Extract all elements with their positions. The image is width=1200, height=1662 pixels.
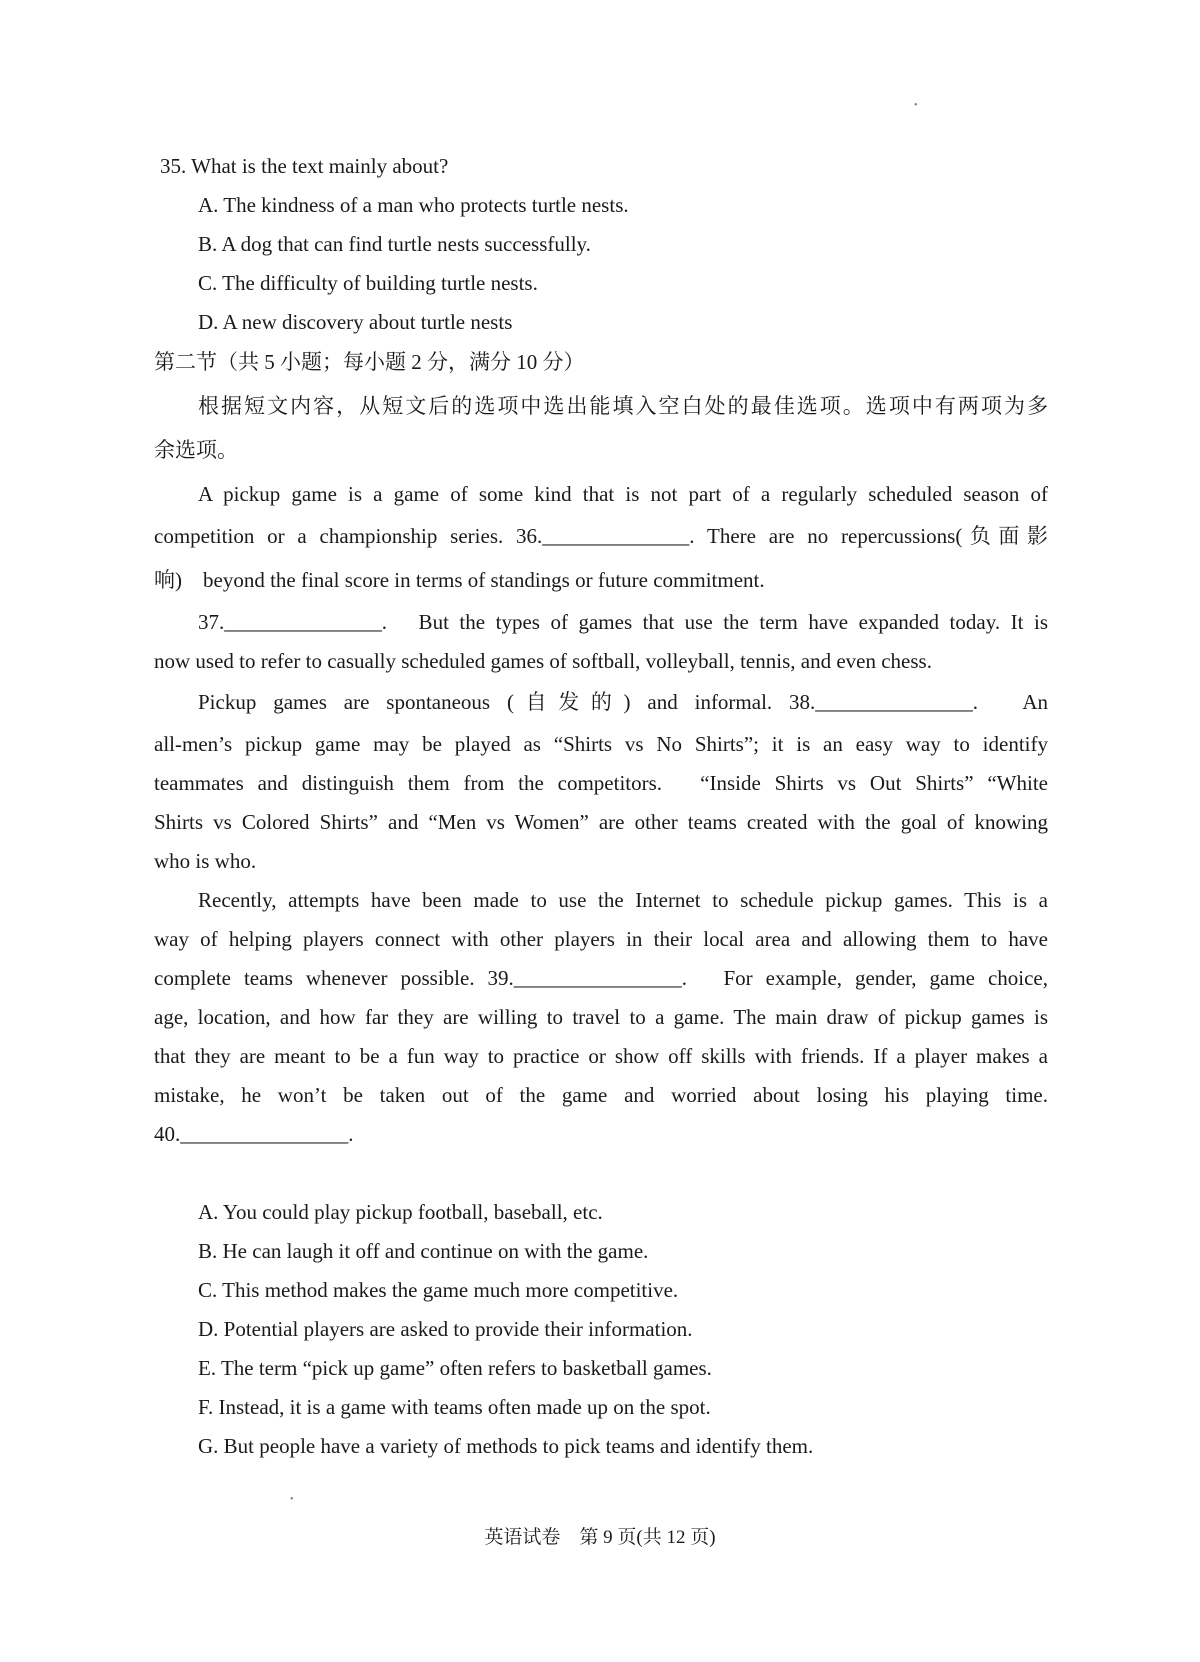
q35-option-d: D. A new discovery about turtle nests [198,310,513,334]
passage-p4-line1: Recently, attempts have been made to use the Internet to schedule pickup games. This is a [198,888,1048,912]
passage-p1-line1: A pickup game is a game of some kind that is not part of a regularly scheduled season of [198,482,1048,506]
passage-p4-line2: way of helping players connect with other players in their local area and allowing them to have [154,927,1048,951]
passage-p1-line3: 响) beyond the final score in terms of standings or future commitment. [154,568,765,592]
passage-p4-line6: mistake, he won’t be taken out of the game and worried about losing his playing time. [154,1083,1048,1107]
passage-p3-line2: all-men’s pickup game may be played as “Shirts vs No Shirts”; it is an easy way to identify [154,732,1048,756]
scan-mark: • [914,100,918,111]
passage-p4-line7: 40.________________. [154,1122,354,1146]
choice-b: B. He can laugh it off and continue on with the game. [198,1239,649,1263]
q35-option-b: B. A dog that can find turtle nests successfully. [198,232,591,256]
section-instruction-line1: 根据短文内容，从短文后的选项中选出能填入空白处的最佳选项。选项中有两项为多 [198,394,1048,418]
passage-p3-line1: Pickup games are spontaneous (自发的) and informal. 38._______________. An [198,690,1048,714]
passage-p4-line3: complete teams whenever possible. 39.________________. For example, gender, game choice, [154,966,1048,990]
passage-p3-line5: who is who. [154,849,257,873]
choice-f: F. Instead, it is a game with teams often made up on the spot. [198,1395,711,1419]
choice-c: C. This method makes the game much more competitive. [198,1278,679,1302]
choice-g: G. But people have a variety of methods to pick teams and identify them. [198,1434,814,1458]
question-35-stem: 35. What is the text mainly about? [160,154,449,178]
q35-option-a: A. The kindness of a man who protects turtle nests. [198,193,629,217]
passage-p4-line5: that they are meant to be a fun way to practice or show off skills with friends. If a player makes a [154,1044,1048,1068]
section-heading: 第二节（共 5 小题；每小题 2 分，满分 10 分） [154,350,585,374]
passage-p1-line2: competition or a championship series. 36.______________. There are no repercussions(负面影 [154,524,1048,548]
passage-p3-line3: teammates and distinguish them from the competitors. “Inside Shirts vs Out Shirts” “White [154,771,1048,795]
choice-e: E. The term “pick up game” often refers to basketball games. [198,1356,712,1380]
choice-a: A. You could play pickup football, baseball, etc. [198,1200,603,1224]
section-instruction-line2: 余选项。 [154,438,238,462]
page-footer: 英语试卷 第 9 页(共 12 页) [484,1527,716,1548]
passage-p4-line4: age, location, and how far they are willing to travel to a game. The main draw of pickup games is [154,1005,1048,1029]
choice-d: D. Potential players are asked to provide their information. [198,1317,693,1341]
passage-p2-line2: now used to refer to casually scheduled games of softball, volleyball, tennis, and even chess. [154,649,932,673]
passage-p2-line1: 37._______________. But the types of games that use the term have expanded today. It is [198,610,1048,634]
q35-option-c: C. The difficulty of building turtle nests. [198,271,538,295]
scan-mark: • [290,1494,294,1505]
passage-p3-line4: Shirts vs Colored Shirts” and “Men vs Women” are other teams created with the goal of knowing [154,810,1048,834]
